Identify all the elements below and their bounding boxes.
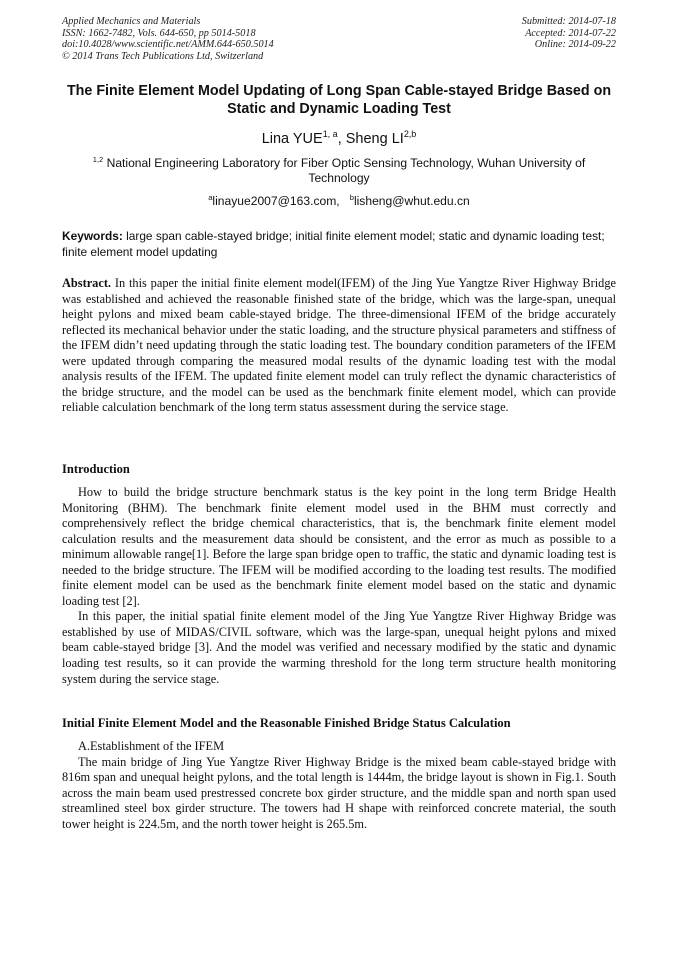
ifem-section-heading: Initial Finite Element Model and the Reasonable Finished Bridge Status Calculation — [62, 716, 511, 730]
email-2-mark: b — [349, 192, 354, 202]
author-2-affiliation-mark: 2,b — [403, 129, 417, 140]
introduction-heading: Introduction — [62, 462, 130, 476]
introduction-paragraph-1: How to build the bridge structure benchmark status is the key point in the long term Bridge Health Monitoring (BHM). The benchmark finite element model used in the BHM must correctly and comprehensively reflect the bridge chemical characteristics, that is, the benchmark finite element model calculation results and the measurement data should be consistent, and the error as much as possible to a minimum allowable range[1]. Before the large span bridge open to traffic, the static and dynamic loading test is needed to the bridge structure. The IFEM will be modified according to the loading test results. The modified finite element model can be used as the benchmark finite element model based on the static and dynamic loading test [2]. — [62, 485, 616, 608]
introduction-body — [62, 485, 616, 687]
accepted-date: Accepted: 2014-07-22 — [525, 27, 616, 39]
email-1[interactable]: linayue2007@163.com, — [212, 194, 340, 208]
affiliation-mark: 1,2 — [92, 154, 104, 164]
submitted-date: Submitted: 2014-07-18 — [521, 16, 616, 27]
online-date: Online: 2014-09-22 — [534, 39, 616, 51]
ifem-section-body — [62, 739, 616, 832]
doi-line: doi:10.4028/www.scientific.net/AMM.644-650.5014 — [62, 39, 274, 51]
keywords — [62, 229, 616, 260]
author-separator: , — [337, 131, 346, 147]
journal-info — [62, 16, 274, 62]
ifem-subheading: A.Establishment of the IFEM — [78, 739, 225, 753]
keywords-label: Keywords: — [62, 229, 123, 243]
author-1-affiliation-mark: 1, a — [322, 129, 338, 140]
introduction-paragraph-2: In this paper, the initial spatial finite element model of the Jing Yue Yangtze River Highway Bridge was established by use of MIDAS/CIVIL software, which was the large-span, unequal height pylons and mixed beam cable-stayed bridge [3]. And the model was verified and necessary modified by the static and dynamic loading test results, so it can provide the warming threshold for the long term structure health monitoring system during the service stage. — [62, 609, 616, 686]
email-2[interactable]: lisheng@whut.edu.cn — [353, 194, 470, 208]
ifem-paragraph-1: The main bridge of Jing Yue Yangtze River Highway Bridge is the mixed beam cable-stayed bridge with 816m span and unequal height pylons, and the total length is 1444m, the bridge layout is shown in Fig.1. South across the main beam used prestressed concrete box girder structure, and the middle span and north span used streamlined steel box girder structure. The towers had H shape with reinforced concrete material, the south tower height is 224.5m, and the north tower height is 265.5m. — [62, 754, 616, 831]
affiliation-text: National Engineering Laboratory for Fiber Optic Sensing Technology, Wuhan University of Technology — [103, 156, 586, 186]
author-1: Lina YUE — [261, 131, 323, 147]
keywords-text: large span cable-stayed bridge; initial finite element model; static and dynamic loading test; finite element model updating — [62, 229, 605, 259]
publication-dates — [522, 16, 616, 51]
author-2: Sheng LI — [345, 131, 404, 147]
abstract-label: Abstract. — [62, 276, 112, 290]
abstract-text: In this paper the initial finite element model(IFEM) of the Jing Yue Yangtze River Highway Bridge was established and achieved the reasonable finished state of the bridge, which was the large-span, unequal height pylons and mixed beam cable-stayed bridge. The three-dimensional IFEM of the bridge accurately reflected its mechanical behavior under the static loading, and the structure physical parameters and stiffness of the IFEM didn’t need updating through the static loading test. The boundary condition parameters of the IFEM were updated through comparing the measured modal results of the dynamic loading test with the modal analysis results of the IFEM. The updated finite element model can truly reflect the dynamic characteristics of the bridge structure, and the model can be used as the benchmark finite element model, which can provide reliable calculation benchmark of the long term status assessment during the service stage. — [62, 276, 616, 415]
issn-line: ISSN: 1662-7482, Vols. 644-650, pp 5014-5018 — [62, 27, 256, 39]
paper-title: The Finite Element Model Updating of Long Span Cable-stayed Bridge Based on Static and Dynamic Loading Test — [66, 83, 612, 117]
author-line — [62, 130, 616, 148]
abstract — [62, 276, 616, 416]
email-1-mark: a — [208, 192, 213, 202]
copyright-line: © 2014 Trans Tech Publications Ltd, Switzerland — [62, 50, 264, 62]
affiliation — [72, 156, 606, 187]
author-emails — [62, 193, 616, 209]
journal-name: Applied Mechanics and Materials — [62, 16, 201, 27]
